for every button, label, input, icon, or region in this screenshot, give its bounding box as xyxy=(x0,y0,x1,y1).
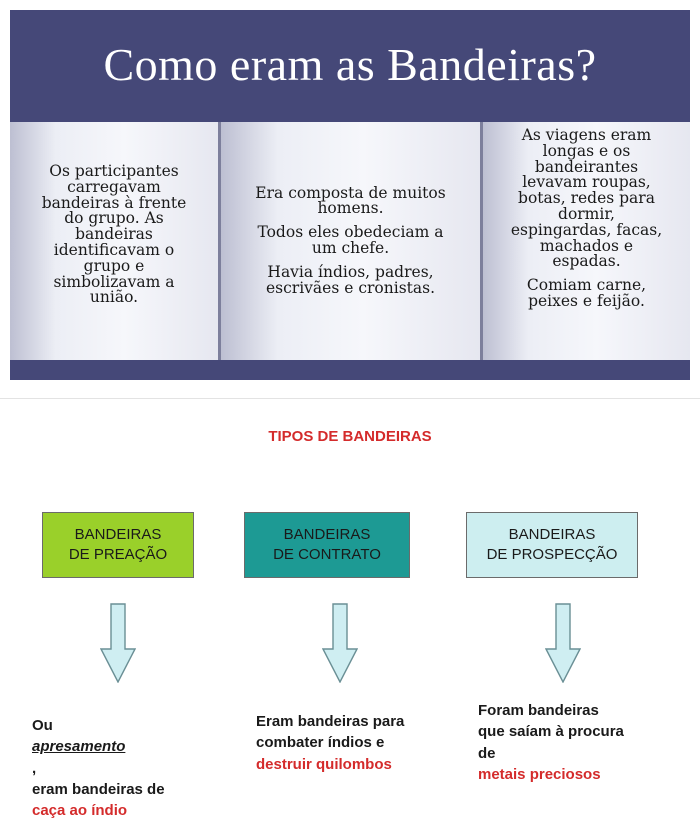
text-line: Todos eles obedeciam a xyxy=(257,223,444,242)
desc-line: Eram bandeiras para xyxy=(256,713,405,730)
desc-line xyxy=(256,754,404,775)
text-line: espadas. xyxy=(552,252,621,271)
desc-line: combater índios e xyxy=(256,734,385,752)
desc-line xyxy=(32,800,165,821)
types-title: TIPOS DE BANDEIRAS xyxy=(268,428,432,445)
desc-line: eram bandeiras de xyxy=(32,780,165,798)
text-line: Era composta de muitos xyxy=(255,183,446,202)
desc-line: que saíam à procura xyxy=(478,723,624,741)
composition-paragraph xyxy=(255,183,446,218)
box-label-line1: BANDEIRAS xyxy=(74,525,162,543)
text-line: Havia índios, padres, xyxy=(267,262,434,281)
desc-line: Foram bandeiras xyxy=(478,702,599,719)
travels-paragraph xyxy=(511,128,662,270)
text-line: carregavam xyxy=(67,177,161,196)
obedience-paragraph xyxy=(257,225,443,257)
text-line: homens. xyxy=(317,199,384,218)
desc-text: de xyxy=(478,744,496,762)
box-label-line1: BANDEIRAS xyxy=(508,525,596,543)
section-divider xyxy=(0,398,700,399)
food-paragraph xyxy=(527,278,646,310)
text-line: identificavam o xyxy=(53,240,175,259)
participants-text xyxy=(42,164,187,306)
text-line: Os participantes xyxy=(49,162,179,180)
text-line: bandeiras xyxy=(75,225,153,244)
desc-text: Ou xyxy=(32,717,53,734)
text-line: bandeiras à frente xyxy=(41,193,187,212)
box-bandeiras-prospeccao xyxy=(466,512,638,578)
highlight-red: caça ao índio xyxy=(32,802,128,820)
desc-line xyxy=(32,715,165,779)
box-label-line2: DE PROSPECÇÃO xyxy=(486,546,618,563)
desc-text: , xyxy=(32,759,37,777)
text-line: grupo e xyxy=(83,256,145,275)
box-label-line2: DE PREAÇÃO xyxy=(68,546,168,563)
slide-title: Como eram as Bandeiras? xyxy=(103,38,597,90)
box-bandeiras-preacao xyxy=(42,512,194,578)
text-line: um chefe. xyxy=(311,239,390,257)
text-line: bandeirantes xyxy=(534,157,639,176)
members-paragraph xyxy=(266,262,435,297)
text-line: espingardas, facas, xyxy=(510,220,663,239)
text-line: Comiam carne, xyxy=(526,276,647,295)
highlight-red: destruir quilombos xyxy=(256,755,392,773)
text-line: As viagens eram xyxy=(521,126,652,144)
description-contrato xyxy=(256,711,404,775)
desc-line xyxy=(478,743,624,786)
column-travels xyxy=(480,122,690,360)
apresamento-term: apresamento xyxy=(32,738,126,756)
column-participants xyxy=(10,122,218,360)
text-line: botas, redes para xyxy=(518,189,655,208)
text-line: dormir, xyxy=(558,204,615,223)
down-arrow-icon xyxy=(545,603,581,683)
text-line: levavam roupas, xyxy=(522,173,651,192)
description-preacao xyxy=(32,715,165,821)
box-label-line2: DE CONTRATO xyxy=(273,546,381,563)
text-line: união. xyxy=(89,288,139,307)
text-line: simbolizavam a xyxy=(53,272,175,291)
slide-image xyxy=(10,10,690,380)
down-arrow-icon xyxy=(100,603,136,683)
column-composition xyxy=(218,122,480,360)
text-line: machados e xyxy=(539,236,634,255)
slide-bottom-bar xyxy=(10,360,690,380)
text-line: do grupo. As xyxy=(64,209,164,228)
box-bandeiras-contrato xyxy=(244,512,410,578)
text-line: longas e os xyxy=(542,141,631,160)
description-prospeccao xyxy=(478,700,624,785)
text-line: peixes e feijão. xyxy=(528,291,645,310)
text-line: escrivães e cronistas. xyxy=(266,278,435,297)
down-arrow-icon xyxy=(322,603,358,683)
slide-columns xyxy=(10,122,690,360)
highlight-red: metais preciosos xyxy=(478,765,601,783)
box-label-line1: BANDEIRAS xyxy=(283,525,371,543)
